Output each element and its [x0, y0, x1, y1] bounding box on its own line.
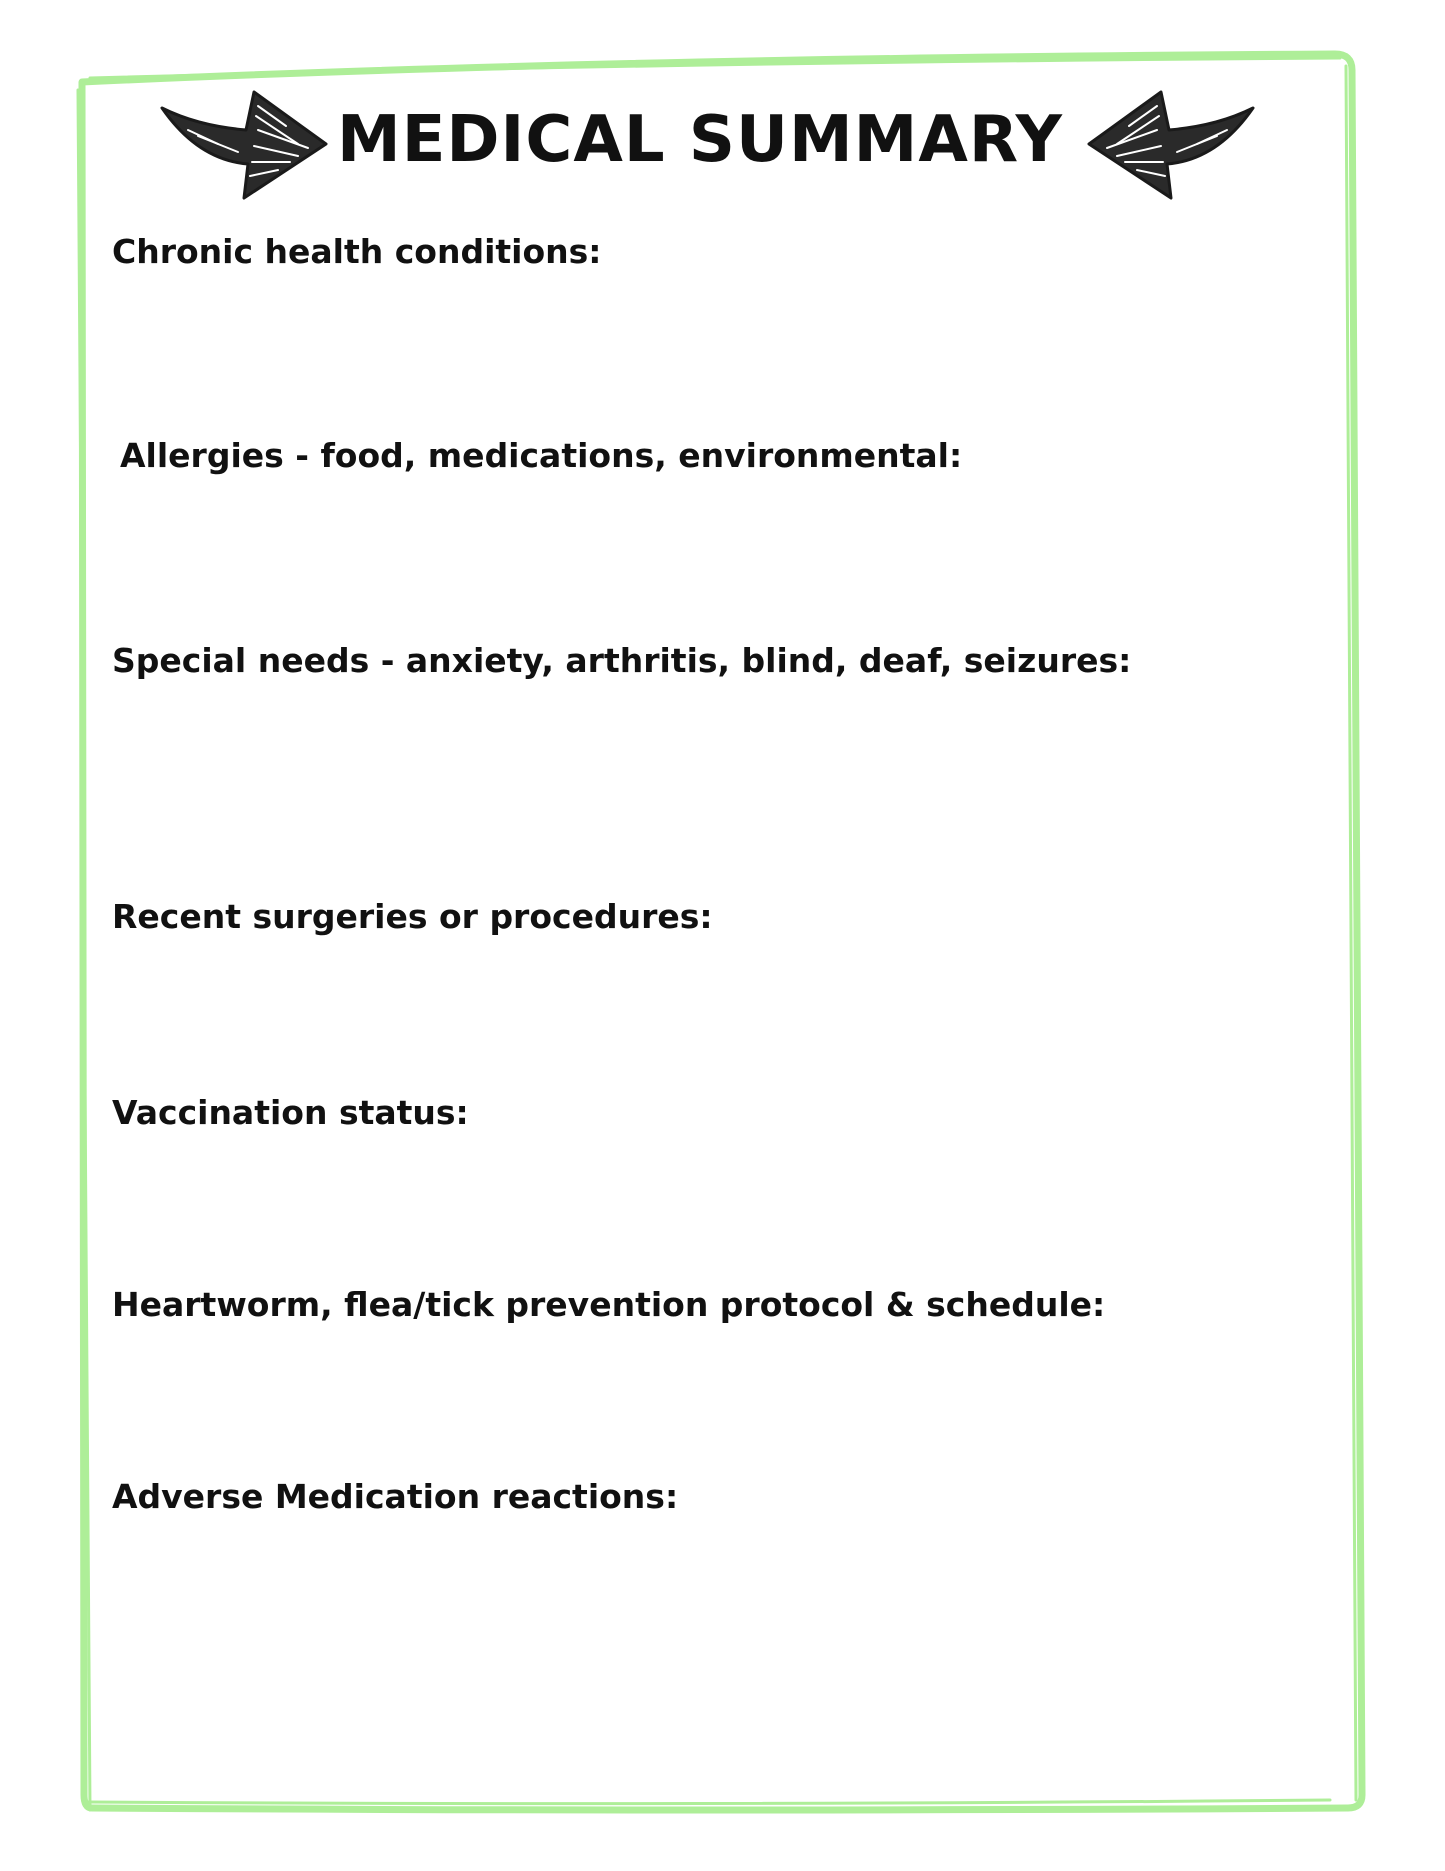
vaccination-status-label: Vaccination status: — [112, 1093, 469, 1132]
allergies-label: Allergies - food, medications, environmental: — [120, 436, 963, 475]
page-title: MEDICAL SUMMARY — [337, 103, 1063, 177]
arrow-right-icon — [158, 86, 333, 206]
parasite-prevention-label: Heartworm, flea/tick prevention protocol & schedule: — [112, 1285, 1106, 1324]
chronic-health-conditions-label: Chronic health conditions: — [112, 232, 602, 271]
arrow-left-icon — [1082, 86, 1257, 206]
special-needs-label: Special needs - anxiety, arthritis, blind, deaf, seizures: — [112, 641, 1132, 680]
adverse-medication-reactions-label: Adverse Medication reactions: — [112, 1477, 679, 1516]
recent-surgeries-label: Recent surgeries or procedures: — [112, 897, 713, 936]
